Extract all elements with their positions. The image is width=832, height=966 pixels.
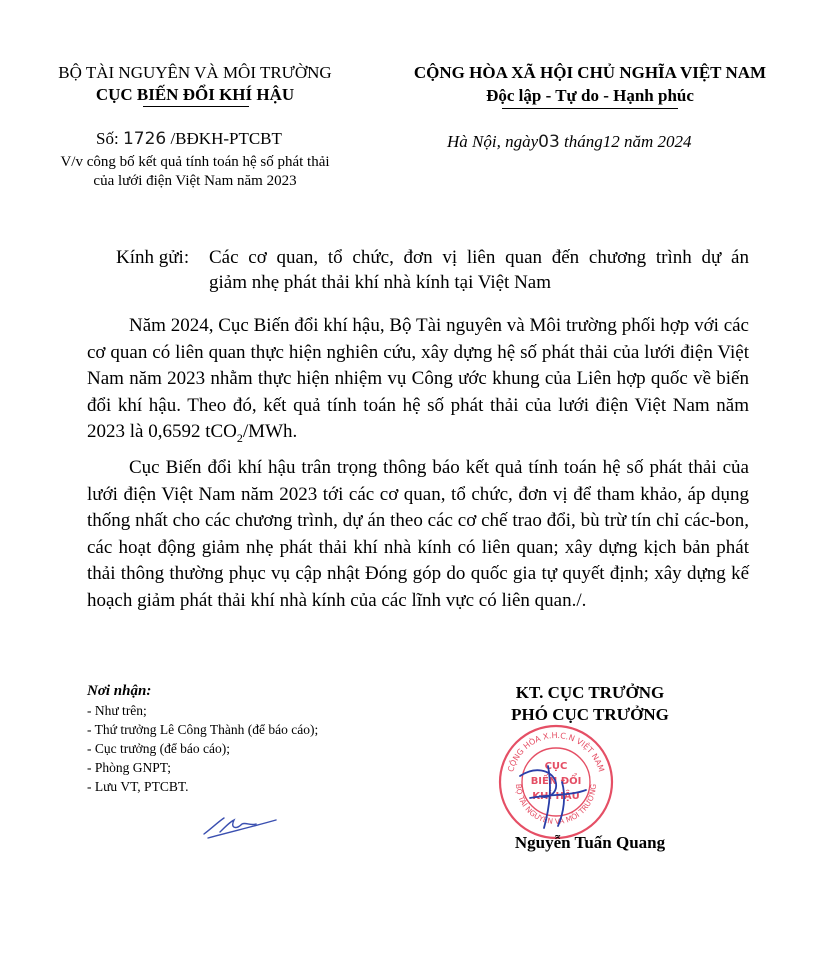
national-motto: Độc lập - Tự do - Hạnh phúc: [486, 86, 694, 105]
recipients-block: [87, 682, 487, 796]
month-label: tháng: [564, 132, 603, 151]
seal-center-line-3: KHÍ HẬU: [532, 791, 580, 802]
number-suffix: /BĐKH-PTCBT: [170, 129, 282, 148]
date-year: năm 2024: [624, 132, 692, 151]
para1-subscript: 2: [236, 430, 243, 445]
seal-ring-bottom-text: BỘ TÀI NGUYÊN VÀ MÔI TRƯỜNG: [513, 783, 599, 827]
recipient-item: - Phòng GNPT;: [87, 760, 172, 775]
seal-center-line-1: CỤC: [544, 761, 568, 772]
department-name: CỤC BIẾN ĐỔI KHÍ HẬU: [95, 85, 295, 104]
date-day: 03: [538, 132, 560, 152]
signature-title-2: PHÓ CỤC TRƯỞNG: [511, 705, 669, 724]
ministry-name: BỘ TÀI NGUYÊN VÀ MÔI TRƯỜNG: [58, 63, 332, 82]
body-paragraph-2: Cục Biến đổi khí hậu trân trọng thông báo kết quả tính toán hệ số phát thải của lưới điện Việt Nam năm 2023 tới các cơ quan, tổ chức, đơn vị để tham khảo, áp dụng thống nhất cho các chương trình, dự án theo các cơ chế trao đổi, bù trừ tín chỉ các-bon, các hoạt động giảm nhẹ phát thải khí nhà kính có liên quan; xây dựng kịch bản phát thải thông thường phục vụ cập nhật Đóng góp do quốc gia tự quyết định; xây dựng kế hoạch giảm phát thải khí nhà kính của các lĩnh vực có liên quan./.: [87, 457, 749, 611]
handwritten-signature: [500, 736, 610, 846]
para1-text: Năm 2024, Cục Biến đổi khí hậu, Bộ Tài nguyên và Môi trường phối hợp với các cơ quan có liên quan thực hiện nghiên cứu, xây dựng hệ số phát thải của lưới điện Việt Nam năm 2023 nhằm thực hiện nhiệm vụ Công ước khung của Liên hợp quốc về biến đổi khí hậu. Theo đó, kết quả tính toán hệ số phát thải của lưới điện Việt Nam năm 2023 là 0,6592 tCO: [87, 315, 749, 442]
recipient-item: - Thứ trưởng Lê Công Thành (để báo cáo);: [87, 722, 319, 737]
department-underline: [143, 106, 249, 107]
signature-title-1: KT. CỤC TRƯỞNG: [515, 683, 665, 702]
para1-unit: /MWh.: [242, 421, 298, 442]
body-paragraph-1: [87, 313, 749, 451]
number-value: 1726: [122, 129, 167, 149]
number-label: Số:: [96, 129, 119, 148]
subject-line-1: V/v công bố kết quả tính toán hệ số phát thải: [60, 154, 330, 170]
recipient-item: - Như trên;: [87, 703, 147, 718]
initials-scribble: [200, 808, 280, 840]
date-month: 12: [602, 132, 620, 151]
subject-line-2: của lưới điện Việt Nam năm 2023: [93, 173, 297, 189]
recipient-item: - Lưu VT, PTCBT.: [87, 779, 189, 794]
recipient-item: - Cục trưởng (để báo cáo);: [87, 741, 231, 756]
document-number: [96, 128, 282, 150]
date-prefix: Hà Nội, ngày: [447, 132, 539, 151]
motto-underline: [502, 108, 678, 109]
seal-ring-top-text: CỘNG HÒA X.H.C.N VIỆT NAM: [506, 730, 606, 773]
addressee-line-2: giảm nhẹ phát thải khí nhà kính tại Việt Nam: [209, 272, 552, 293]
country-name: CỘNG HÒA XÃ HỘI CHỦ NGHĨA VIỆT NAM: [413, 63, 767, 82]
addressee-line-1: Các cơ quan, tổ chức, đơn vị liên quan đến chương trình dự án: [209, 247, 749, 268]
recipients-title: Nơi nhận:: [87, 683, 152, 699]
addressee-label: Kính gửi:: [116, 247, 190, 268]
seal-center-line-2: BIẾN ĐỔI: [530, 776, 582, 787]
issue-date: [447, 131, 692, 153]
signer-name: Nguyễn Tuấn Quang: [514, 833, 666, 852]
